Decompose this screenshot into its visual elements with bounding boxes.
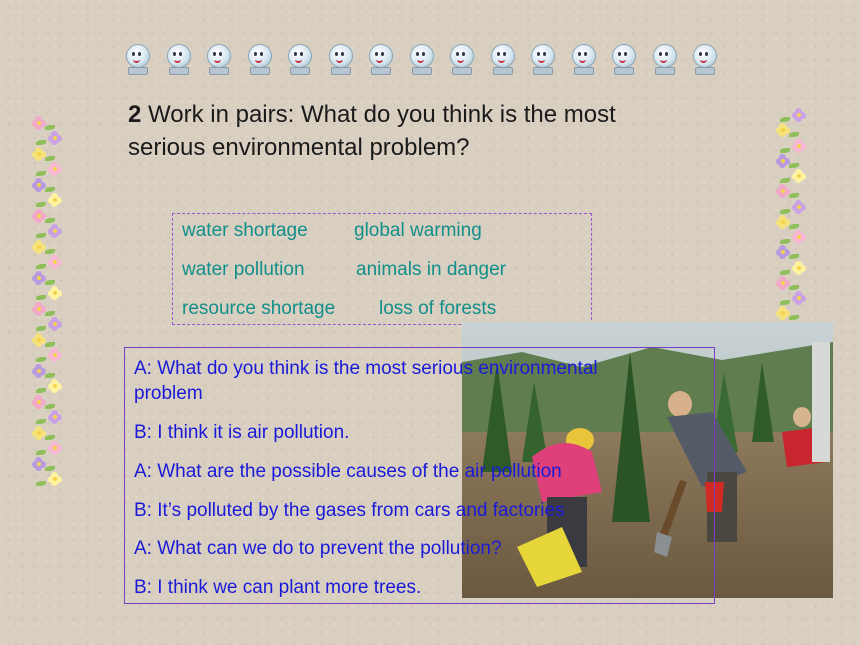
leaf-icon (36, 481, 46, 486)
task-instruction: Work in pairs: What do you think is the most serious environmental problem? (128, 101, 616, 161)
flower-icon (792, 139, 806, 153)
leaf-icon (45, 187, 55, 192)
leaf-icon (45, 218, 55, 223)
leaf-icon (36, 295, 46, 300)
dialogue-line: B: I think it is air pollution. (134, 422, 350, 443)
flower-icon (776, 306, 790, 320)
smiley-face-icon (124, 44, 150, 76)
leaf-icon (780, 270, 790, 275)
vocabulary-box (172, 213, 592, 325)
smiley-face-icon (448, 44, 474, 76)
smiley-face-icon (610, 44, 636, 76)
flower-icon (48, 441, 62, 455)
leaf-icon (45, 373, 55, 378)
flower-icon (32, 116, 46, 130)
smiley-face-row (124, 44, 724, 78)
task-number: 2 (128, 101, 142, 128)
dialogue-line: A: What do you think is the most serious environmental (134, 358, 598, 379)
dialogue-line: B: It’s polluted by the gases from cars and factories (134, 500, 565, 521)
flower-icon (32, 178, 46, 192)
flower-icon (48, 193, 62, 207)
leaf-icon (789, 163, 799, 168)
flower-icon (48, 162, 62, 176)
leaf-icon (36, 233, 46, 238)
flower-icon (776, 245, 790, 259)
smiley-face-icon (246, 44, 272, 76)
flower-icon (792, 108, 806, 122)
leaf-icon (780, 239, 790, 244)
leaf-icon (45, 311, 55, 316)
vocabulary-row (182, 220, 482, 242)
smiley-face-icon (367, 44, 393, 76)
smiley-face-icon (489, 44, 515, 76)
smiley-face-icon (327, 44, 353, 76)
flower-icon (792, 200, 806, 214)
flower-icon (48, 472, 62, 486)
flower-icon (776, 184, 790, 198)
leaf-icon (45, 466, 55, 471)
leaf-icon (45, 280, 55, 285)
smiley-face-icon (570, 44, 596, 76)
vocabulary-item: loss of forests (379, 298, 497, 319)
flower-icon (48, 255, 62, 269)
smiley-face-icon (691, 44, 717, 76)
leaf-icon (45, 404, 55, 409)
flower-icon (48, 410, 62, 424)
flower-icon (48, 379, 62, 393)
leaf-icon (36, 202, 46, 207)
dialogue-line: problem (134, 383, 203, 404)
leaf-icon (36, 264, 46, 269)
leaf-icon (789, 193, 799, 198)
leaf-icon (36, 388, 46, 393)
flower-icon (776, 123, 790, 137)
flower-icon (792, 169, 806, 183)
vocabulary-item: animals in danger (356, 259, 506, 280)
flower-icon (48, 286, 62, 300)
leaf-icon (45, 249, 55, 254)
leaf-icon (780, 148, 790, 153)
flower-icon (48, 131, 62, 145)
vocabulary-row (182, 298, 496, 320)
dialogue-line: B: I think we can plant more trees. (134, 577, 422, 598)
smiley-face-icon (408, 44, 434, 76)
flower-icon (32, 333, 46, 347)
vocabulary-row (182, 259, 506, 281)
leaf-icon (780, 209, 790, 214)
vocabulary-item: water shortage (182, 220, 308, 241)
vocabulary-item: global warming (354, 220, 482, 241)
smiley-face-icon (286, 44, 312, 76)
flower-icon (48, 317, 62, 331)
leaf-icon (36, 326, 46, 331)
smiley-face-icon (205, 44, 231, 76)
page-title (128, 98, 688, 164)
flower-icon (32, 426, 46, 440)
vocabulary-item: water pollution (182, 259, 305, 280)
leaf-icon (789, 132, 799, 137)
flower-icon (48, 348, 62, 362)
leaf-icon (780, 300, 790, 305)
leaf-icon (789, 254, 799, 259)
dialogue-box (124, 347, 715, 604)
smiley-face-icon (165, 44, 191, 76)
flower-icon (792, 261, 806, 275)
flower-icon (32, 395, 46, 409)
flower-border-left (28, 116, 68, 486)
leaf-icon (36, 419, 46, 424)
leaf-icon (780, 178, 790, 183)
leaf-icon (36, 171, 46, 176)
flower-icon (32, 271, 46, 285)
flower-icon (776, 276, 790, 290)
leaf-icon (789, 315, 799, 320)
flower-icon (776, 154, 790, 168)
flower-icon (32, 147, 46, 161)
leaf-icon (36, 450, 46, 455)
dialogue-line: A: What can we do to prevent the pollution? (134, 538, 502, 559)
leaf-icon (789, 224, 799, 229)
leaf-icon (45, 156, 55, 161)
flower-icon (32, 302, 46, 316)
smiley-face-icon (529, 44, 555, 76)
flower-icon (32, 364, 46, 378)
flower-icon (48, 224, 62, 238)
flower-icon (32, 209, 46, 223)
leaf-icon (45, 342, 55, 347)
leaf-icon (780, 117, 790, 122)
smiley-face-icon (651, 44, 677, 76)
flower-icon (792, 291, 806, 305)
flower-icon (32, 457, 46, 471)
flower-icon (776, 215, 790, 229)
leaf-icon (36, 140, 46, 145)
dialogue-line: A: What are the possible causes of the air pollution (134, 461, 562, 482)
flower-icon (792, 230, 806, 244)
flower-icon (32, 240, 46, 254)
leaf-icon (45, 125, 55, 130)
leaf-icon (36, 357, 46, 362)
leaf-icon (45, 435, 55, 440)
vocabulary-item: resource shortage (182, 298, 336, 319)
leaf-icon (789, 285, 799, 290)
